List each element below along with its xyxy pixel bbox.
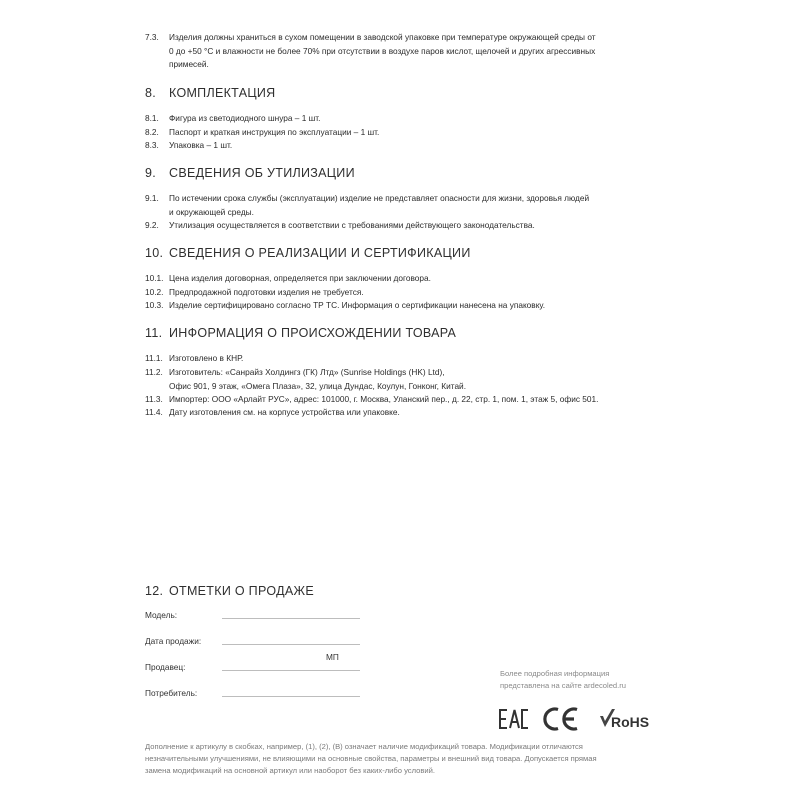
item-number: 7.3.	[145, 32, 159, 42]
item-text-line: Офис 901, 9 этаж, «Омега Плаза», 32, улица Дундас, Коулун, Гонконг, Китай.	[169, 380, 466, 391]
item-number: 11.1.	[145, 353, 163, 363]
section-title-text: ОТМЕТКИ О ПРОДАЖЕ	[169, 584, 314, 598]
sale-date-field[interactable]	[222, 644, 360, 645]
section-title-text: ИНФОРМАЦИЯ О ПРОИСХОЖДЕНИИ ТОВАРА	[169, 326, 457, 340]
section-number: 12.	[145, 584, 164, 598]
item-number: 8.3.	[145, 140, 159, 150]
eac-logo	[498, 706, 530, 732]
more-info	[500, 668, 670, 692]
rohs-text: RoHS	[611, 714, 650, 730]
section-title-12	[145, 584, 314, 598]
section-title-text: СВЕДЕНИЯ О РЕАЛИЗАЦИИ И СЕРТИФИКАЦИИ	[169, 246, 471, 260]
item-number: 8.1.	[145, 113, 159, 123]
item-number: 8.2.	[145, 127, 159, 137]
footnote-line: замена модификаций на основной артикул или наоборот без каких-либо условий.	[145, 766, 435, 775]
section-title-8	[145, 86, 276, 100]
rohs-logo	[597, 706, 659, 732]
section-number: 11.	[145, 326, 163, 340]
section-number: 10.	[145, 246, 164, 260]
stamp-placeholder: МП	[326, 652, 339, 662]
ce-icon	[541, 706, 581, 732]
model-field[interactable]	[222, 618, 360, 619]
item-text-line: По истечении срока службы (эксплуатации) изделие не представляет опасности для жизни, здоровья людей	[169, 193, 590, 203]
item-text: Изделие сертифицировано согласно ТР ТС. Информация о сертификации нанесена на упаковку.	[169, 300, 546, 310]
item-text: Паспорт и краткая инструкция по эксплуатации – 1 шт.	[169, 127, 380, 137]
item-text-line: Изготовитель: «Санрайз Холдингз (ГК) Лтд» (Sunrise Holdings (HK) Ltd),	[169, 367, 445, 377]
item-text: Дату изготовления см. на корпусе устройства или упаковке.	[169, 407, 400, 417]
rohs-icon	[597, 706, 659, 732]
section-title-10	[145, 246, 471, 260]
item-text-line: Изделия должны храниться в сухом помещении в заводской упаковке при температуре окружающей среды от	[169, 32, 596, 42]
item-text-line: примесей.	[169, 59, 209, 69]
item-number: 11.4.	[145, 407, 163, 417]
model-label: Модель:	[145, 610, 178, 620]
item-number: 10.2.	[145, 287, 164, 297]
item-text-line: 0 до +50 °С и влажности не более 70% при отсутствии в воздухе паров кислот, щелочей и других агрессивных	[169, 45, 596, 56]
ce-logo	[541, 706, 581, 732]
section-title-text: СВЕДЕНИЯ ОБ УТИЛИЗАЦИИ	[169, 166, 355, 180]
seller-label: Продавец:	[145, 662, 186, 672]
item-text: Предпродажной подготовки изделия не требуется.	[169, 287, 364, 297]
section-title-11	[145, 326, 456, 340]
item-text: Изготовлено в КНР.	[169, 353, 244, 363]
section-number: 9.	[145, 166, 157, 180]
item-number: 10.3.	[145, 300, 164, 310]
consumer-field[interactable]	[222, 696, 360, 697]
item-number: 9.2.	[145, 220, 159, 230]
consumer-label: Потребитель:	[145, 688, 198, 698]
eac-icon	[498, 706, 530, 732]
item-text-line: и окружающей среды.	[169, 206, 254, 217]
item-number: 11.3.	[145, 394, 163, 404]
item-number: 11.2.	[145, 367, 163, 377]
footnote-line: незначительными улучшениями, не влияющими на основные свойства, параметры и внешний вид товара. Допускается прямая	[145, 754, 597, 763]
section-title-text: КОМПЛЕКТАЦИЯ	[169, 86, 276, 100]
website-text: представлена на сайте ardecoled.ru	[500, 681, 627, 690]
seller-field[interactable]	[222, 670, 360, 671]
footnote	[145, 741, 645, 777]
item-text: Цена изделия договорная, определяется при заключении договора.	[169, 273, 431, 283]
item-text: Утилизация осуществляется в соответствии с требованиями действующего законодательства.	[169, 220, 535, 230]
item-text: Упаковка – 1 шт.	[169, 140, 233, 150]
sale-date-label: Дата продажи:	[145, 636, 202, 646]
item-text: Импортер: ООО «Арлайт РУС», адрес: 101000, г. Москва, Уланский пер., д. 22, стр. 1, пом. 1, этаж 5, офис 501.	[169, 394, 599, 404]
footnote-line: Дополнение к артикулу в скобках, например, (1), (2), (B) означает наличие модификаций товара. Модификации отличаются	[145, 742, 583, 751]
section-number: 8.	[145, 86, 157, 100]
item-text: Фигура из светодиодного шнура – 1 шт.	[169, 113, 321, 123]
section-title-9	[145, 166, 355, 180]
item-number: 9.1.	[145, 193, 159, 203]
more-info-line: Более подробная информация	[500, 669, 610, 678]
item-number: 10.1.	[145, 273, 164, 283]
